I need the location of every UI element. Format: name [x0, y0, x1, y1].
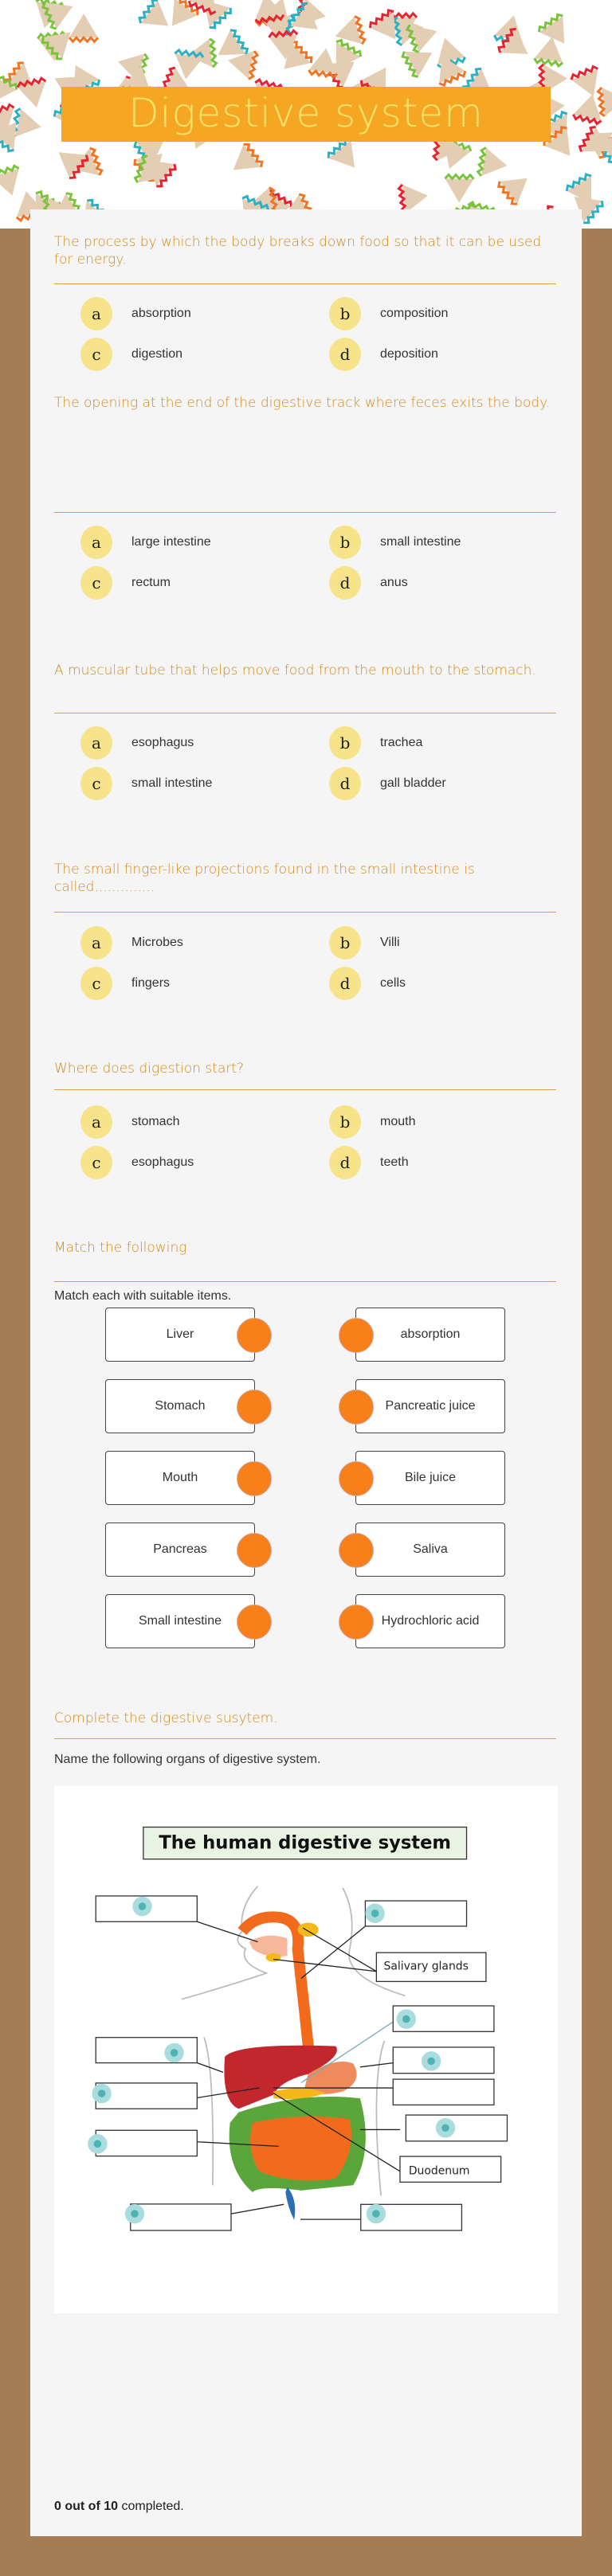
diagram-image — [54, 1786, 558, 2313]
score-suffix: completed. — [118, 2500, 184, 2513]
option-label: esophagus — [131, 1155, 194, 1169]
question-1-text: The process by which the body breaks down food so that it can be used for energy. — [54, 234, 542, 268]
label-hotspot[interactable] — [367, 2204, 386, 2223]
question-3-option-c[interactable] — [80, 767, 212, 800]
match-right-item[interactable]: Pancreatic juice — [355, 1379, 505, 1433]
match-connector-dot[interactable] — [237, 1318, 272, 1353]
question-1-option-b[interactable] — [329, 297, 448, 330]
option-letter-badge: d — [329, 1146, 361, 1179]
match-connector-dot[interactable] — [339, 1605, 374, 1640]
label-hotspot[interactable] — [125, 2204, 144, 2223]
match-title: Match the following — [54, 1240, 187, 1256]
pencil-shaving-shape — [225, 142, 265, 182]
option-label: digestion — [131, 347, 183, 361]
option-label: Villi — [380, 936, 400, 949]
option-letter-badge: b — [329, 926, 361, 960]
salivary-gland-shape — [298, 1923, 319, 1937]
option-label: cells — [380, 976, 406, 990]
divider — [54, 1281, 556, 1282]
option-letter-badge: d — [329, 566, 361, 600]
question-2-text: The opening at the end of the digestive track where feces exits the body. — [54, 395, 551, 411]
question-2-option-d[interactable] — [329, 566, 408, 600]
question-2-option-c[interactable] — [80, 566, 171, 600]
option-letter-badge: c — [80, 967, 112, 1000]
match-instruction: Match each with suitable items. — [54, 1289, 232, 1303]
label-hotspot[interactable] — [88, 2134, 107, 2153]
pencil-shaving-shape — [477, 147, 509, 180]
question-3-option-d[interactable] — [329, 767, 446, 800]
pencil-shaving-shape — [69, 14, 98, 41]
option-label: teeth — [380, 1155, 409, 1169]
label-title: Complete the digestive susytem. — [54, 1710, 278, 1726]
question-3-option-a[interactable] — [80, 726, 194, 760]
question-4-text: The small finger-like projections found in the small intestine is called.............. — [54, 862, 475, 895]
option-label: large intestine — [131, 535, 211, 549]
option-letter-badge: c — [80, 566, 112, 600]
pencil-shaving-shape — [308, 46, 340, 78]
diagram-title: The human digestive system — [159, 1832, 452, 1854]
option-letter-badge: d — [329, 338, 361, 371]
divider — [54, 1738, 556, 1739]
option-label: gall bladder — [380, 776, 446, 790]
match-right-item[interactable]: absorption — [355, 1308, 505, 1362]
option-label: trachea — [380, 736, 423, 749]
match-left-item[interactable]: Stomach — [105, 1379, 255, 1433]
question-4-option-a[interactable] — [80, 926, 183, 960]
score: 0 out of 10 — [54, 2500, 119, 2513]
match-connector-dot[interactable] — [237, 1533, 272, 1568]
page-title: Digestive system — [61, 87, 551, 142]
label-hotspot[interactable] — [365, 1904, 384, 1923]
salivary-gland-shape — [266, 1953, 281, 1961]
question-3-text: A muscular tube that helps move food from the mouth to the stomach. — [54, 663, 536, 678]
label-hotspot[interactable] — [436, 2118, 455, 2137]
option-letter-badge: c — [80, 338, 112, 371]
option-label: small intestine — [131, 776, 213, 790]
header-banner — [0, 0, 612, 229]
option-label: stomach — [131, 1115, 180, 1128]
pencil-shaving-shape — [445, 174, 473, 203]
match-connector-dot[interactable] — [237, 1390, 272, 1425]
worksheet-card — [30, 209, 582, 2536]
option-label: composition — [380, 307, 449, 320]
option-letter-badge: a — [80, 297, 112, 330]
option-letter-badge: c — [80, 1146, 112, 1179]
question-1-option-d[interactable] — [329, 338, 438, 371]
option-letter-badge: b — [329, 726, 361, 760]
option-label: fingers — [131, 976, 171, 990]
pencil-shaving-shape — [537, 13, 576, 52]
option-letter-badge: b — [329, 1105, 361, 1139]
question-2-option-a[interactable] — [80, 526, 211, 559]
question-1-option-a[interactable] — [80, 297, 191, 330]
pencil-shaving-shape — [17, 77, 50, 111]
match-connector-dot[interactable] — [237, 1461, 272, 1496]
question-5-text: Where does digestion start? — [54, 1061, 245, 1077]
option-letter-badge: d — [329, 767, 361, 800]
match-left-item[interactable]: Liver — [105, 1308, 255, 1362]
label-hotspot[interactable] — [132, 1897, 151, 1916]
digestive-diagram — [54, 1786, 558, 2313]
question-5-option-c[interactable] — [80, 1146, 194, 1179]
match-connector-dot[interactable] — [339, 1533, 374, 1568]
option-label: deposition — [380, 347, 438, 361]
option-letter-badge: d — [329, 967, 361, 1000]
rectum-shape — [285, 2187, 295, 2219]
option-label: Microbes — [131, 936, 183, 949]
match-left-item[interactable]: Small intestine — [105, 1594, 255, 1648]
match-connector-dot[interactable] — [237, 1605, 272, 1640]
label-hotspot[interactable] — [92, 2084, 111, 2103]
question-4-option-d[interactable] — [329, 967, 406, 1000]
question-5-option-b[interactable] — [329, 1105, 415, 1139]
small-intestine-shape — [250, 2117, 351, 2181]
match-connector-dot[interactable] — [339, 1390, 374, 1425]
pencil-shaving-shape — [11, 107, 44, 141]
match-right-item[interactable]: Bile juice — [355, 1451, 505, 1505]
question-1-option-c[interactable] — [80, 338, 182, 371]
mouth-shape — [249, 1936, 288, 1956]
option-letter-badge: b — [329, 297, 361, 330]
option-label: small intestine — [380, 535, 461, 549]
question-4-option-c[interactable] — [80, 967, 170, 1000]
divider — [54, 512, 556, 513]
option-label: anus — [380, 576, 408, 589]
option-label: mouth — [380, 1115, 416, 1128]
pencil-shaving-shape — [137, 0, 177, 37]
question-5-option-a[interactable] — [80, 1105, 179, 1139]
divider — [54, 283, 556, 284]
pencil-shaving-shape — [326, 137, 366, 177]
option-letter-badge: a — [80, 726, 112, 760]
label-hotspot[interactable] — [422, 2051, 441, 2070]
question-2-option-b[interactable] — [329, 526, 461, 559]
pencil-shaving-shape — [287, 1, 327, 41]
option-letter-badge: a — [80, 1105, 112, 1139]
pencil-shaving-shape — [598, 85, 612, 117]
pencil-shaving-shape — [50, 141, 90, 181]
given-label-duodenum: Duodenum — [408, 2164, 470, 2178]
label-hotspot[interactable] — [397, 2009, 416, 2028]
divider — [54, 912, 556, 913]
label-instruction: Name the following organs of digestive system. — [54, 1753, 321, 1766]
option-label: esophagus — [131, 736, 194, 749]
option-letter-badge: a — [80, 926, 112, 960]
option-label: absorption — [131, 307, 191, 320]
pencil-shaving-shape — [496, 166, 536, 206]
option-label: rectum — [131, 576, 171, 589]
question-5-option-d[interactable] — [329, 1146, 409, 1179]
match-right-item[interactable]: Saliva — [355, 1523, 505, 1577]
pencil-shaving-shape — [0, 165, 26, 200]
match-right-item[interactable]: Hydrochloric acid — [355, 1594, 505, 1648]
option-letter-badge: b — [329, 526, 361, 559]
question-4-option-b[interactable] — [329, 926, 400, 960]
pencil-shaving-shape — [41, 0, 78, 30]
match-left-item[interactable]: Pancreas — [105, 1523, 255, 1577]
option-letter-badge: a — [80, 526, 112, 559]
label-hotspot[interactable] — [164, 2043, 183, 2062]
option-letter-badge: c — [80, 767, 112, 800]
match-connector-dot[interactable] — [339, 1318, 374, 1353]
given-label-salivary-glands: Salivary glands — [383, 1960, 469, 1973]
divider — [54, 1089, 556, 1090]
question-3-option-b[interactable] — [329, 726, 422, 760]
match-left-item[interactable]: Mouth — [105, 1451, 255, 1505]
completion-status — [54, 2500, 184, 2514]
match-connector-dot[interactable] — [339, 1461, 374, 1496]
